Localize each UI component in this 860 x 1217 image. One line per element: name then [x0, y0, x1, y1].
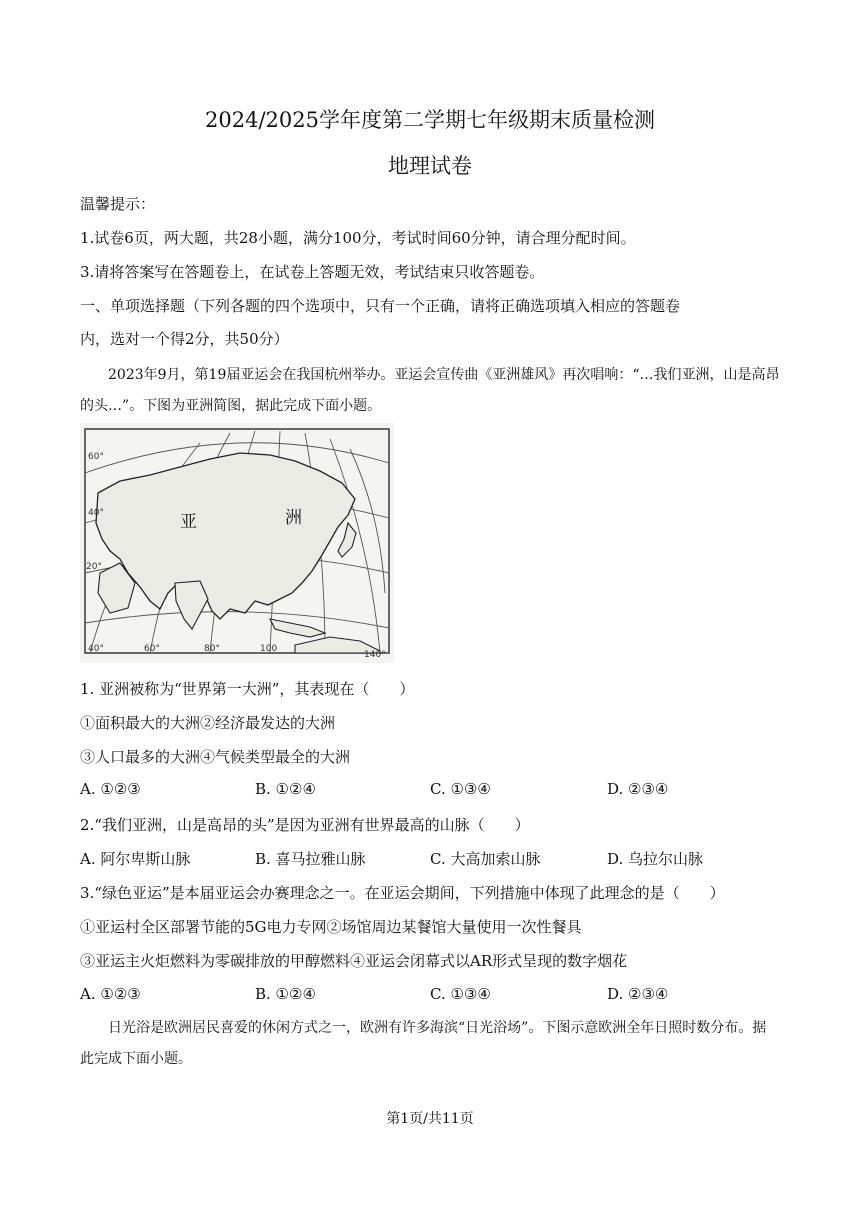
question-2-stem: 2.“我们亚洲，山是高昂的头”是因为亚洲有世界最高的山脉（ ）	[80, 816, 530, 834]
option-b[interactable]: B. 喜马拉雅山脉	[255, 850, 366, 868]
exam-subtitle: 地理试卷	[388, 154, 472, 178]
map-char-2: 洲	[285, 508, 302, 528]
asia-map	[80, 423, 394, 663]
option-d[interactable]: D. ②③④	[607, 780, 669, 798]
notice-line-1: 1.试卷6页，两大题，共28小题，满分100分，考试时间60分钟，请合理分配时间。	[80, 229, 636, 247]
option-c[interactable]: C. ①③④	[430, 780, 491, 798]
section-heading-line-1: 一、单项选择题（下列各题的四个选项中，只有一个正确，请将正确选项填入相应的答题卷	[80, 297, 681, 315]
question-1-item-b: ③人口最多的大洲④气候类型最全的大洲	[80, 748, 351, 766]
exam-title: 2024/2025学年度第二学期七年级期末质量检测	[205, 108, 655, 132]
lon-label-80: 80°	[204, 644, 220, 654]
question-1-options	[80, 780, 780, 802]
option-b[interactable]: B. ①②④	[255, 985, 316, 1003]
option-d[interactable]: D. 乌拉尔山脉	[607, 850, 704, 868]
question-3-item-b: ③亚运主火炬燃料为零碳排放的甲醇燃料④亚运会闭幕式以AR形式呈现的数字烟花	[80, 952, 628, 970]
option-d[interactable]: D. ②③④	[607, 985, 669, 1003]
notice-line-2: 3.请将答案写在答题卷上，在试卷上答题无效，考试结束只收答题卷。	[80, 263, 545, 281]
lat-label-20: 20°	[86, 562, 102, 572]
option-c[interactable]: C. 大高加索山脉	[430, 850, 541, 868]
question-3-item-a: ①亚运村全区部署节能的5G电力专网②场馆周边某餐馆大量使用一次性餐具	[80, 918, 582, 936]
lon-label-60: 60°	[144, 644, 160, 654]
context-paragraph-2: 日光浴是欧洲居民喜爱的休闲方式之一，欧洲有许多海滨“日光浴场”。下图示意欧洲全年日照时数分布。据此完成下面小题。	[80, 1020, 767, 1067]
question-2-options	[80, 848, 780, 870]
lat-label-60: 60°	[88, 452, 104, 462]
lon-label-100: 100	[260, 644, 278, 654]
question-1-stem: 1. 亚洲被称为“世界第一大洲”，其表现在（ ）	[80, 680, 415, 698]
lon-label-40: 40°	[88, 644, 104, 654]
notice-heading: 温馨提示：	[80, 195, 156, 213]
lon-label-140: 140°	[364, 650, 386, 660]
section-heading-line-2: 内，选对一个得2分，共50分）	[80, 330, 289, 348]
option-a[interactable]: A. 阿尔卑斯山脉	[80, 850, 191, 868]
option-b[interactable]: B. ①②④	[255, 780, 316, 798]
option-a[interactable]: A. ①②③	[80, 985, 141, 1003]
question-1-item-a: ①面积最大的大洲②经济最发达的大洲	[80, 714, 336, 732]
map-char-1: 亚	[180, 512, 197, 532]
lat-label-40: 40°	[88, 508, 104, 518]
page-footer: 第1页/共11页	[386, 1111, 474, 1127]
option-c[interactable]: C. ①③④	[430, 985, 491, 1003]
question-3-stem: 3.“绿色亚运”是本届亚运会办赛理念之一。在亚运会期间，下列措施中体现了此理念的是（ ）	[80, 884, 725, 902]
option-a[interactable]: A. ①②③	[80, 780, 141, 798]
context-paragraph-1: 2023年9月，第19届亚运会在我国杭州举办。亚运会宣传曲《亚洲雄风》再次唱响：“…我们亚洲，山是高昂的头…”。下图为亚洲简图，据此完成下面小题。	[80, 367, 780, 414]
question-3-options	[80, 985, 780, 1007]
